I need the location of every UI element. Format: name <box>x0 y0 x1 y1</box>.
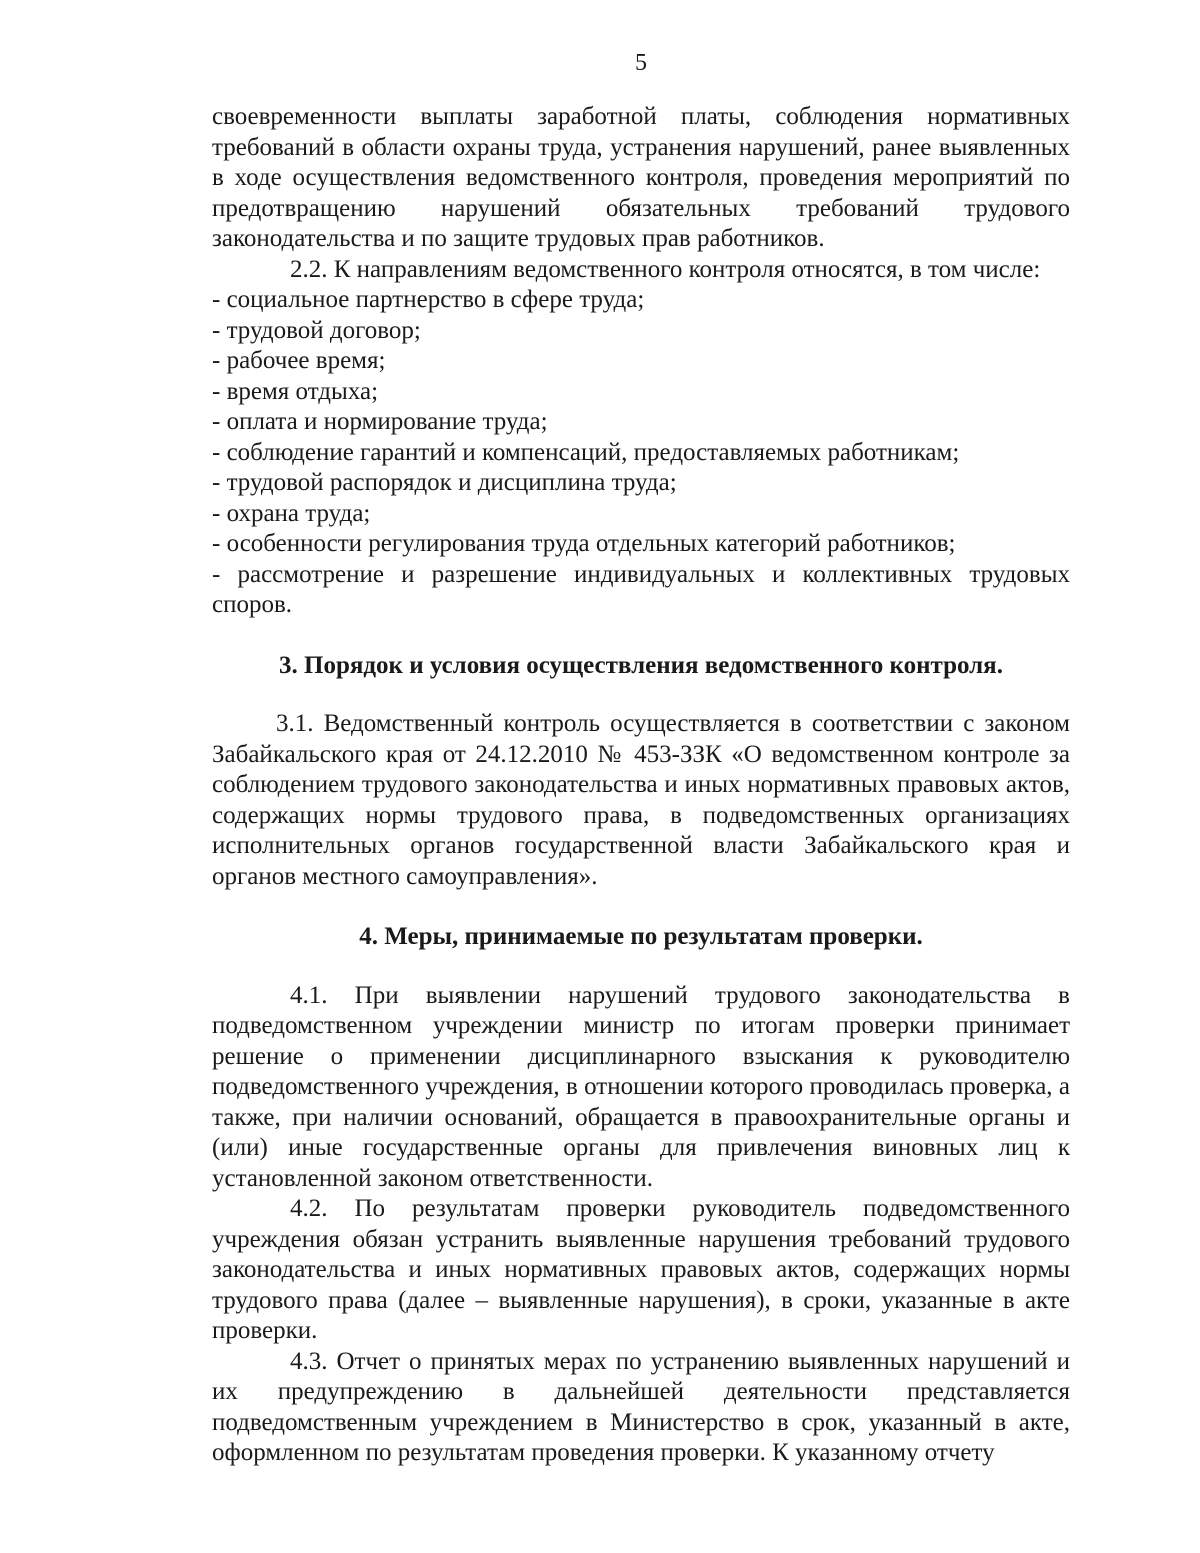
list-item: - соблюдение гарантий и компенсаций, предоставляемых работникам; <box>212 438 960 466</box>
intro-paragraph: своевременности выплаты заработной платы, соблюдения нормативных требований в области охраны труда, устранения нарушений, ранее выявленных в ходе осуществления ведомственного контроля, проведения мероприятий по предотвращению нарушений обязательных требований трудового законодательства и по защите трудовых прав работников. <box>212 103 1070 252</box>
section-3-heading: 3. Порядок и условия осуществления ведомственного контроля. <box>279 651 1003 679</box>
list-item: - охрана труда; <box>212 499 371 527</box>
list-item: - трудовой договор; <box>212 316 421 344</box>
paragraph-3-1: 3.1. Ведомственный контроль осуществляется в соответствии с законом Забайкальского края от 24.12.2010 № 453-ЗЗК «О ведомственном контроле за соблюдением трудового законодательства и иных нормативных правовых актов, содержащих нормы трудового права, в подведомственных организациях исполнительных органов государственной власти Забайкальского края и органов местного самоуправления». <box>212 710 1070 890</box>
paragraph-4-3: 4.3. Отчет о принятых мерах по устранению выявленных нарушений и их предупреждению в дальнейшей деятельности представляется подведомственным учреждением в Министерство в срок, указанный в акте, оформленном по результатам проведения проверки. К указанному отчету <box>212 1347 1070 1466</box>
paragraph-2-2: 2.2. К направлениям ведомственного контроля относятся, в том числе: <box>290 255 1041 283</box>
list-item: - время отдыха; <box>212 377 379 405</box>
list-item: - рассмотрение и разрешение индивидуальных и коллективных трудовых споров. <box>212 560 1070 618</box>
list-item: - особенности регулирования труда отдельных категорий работников; <box>212 530 956 557</box>
list-item: - социальное партнерство в сфере труда; <box>212 286 645 313</box>
paragraph-4-2: 4.2. По результатам проверки руководитель подведомственного учреждения обязан устранить выявленные нарушения требований трудового законодательства и иных нормативных правовых актов, содержащих нормы трудового права (далее – выявленные нарушения), в сроки, указанные в акте проверки. <box>212 1195 1070 1344</box>
paragraph-4-1: 4.1. При выявлении нарушений трудового законодательства в подведомственном учреждении министр по итогам проверки принимает решение о применении дисциплинарного взыскания к руководителю подведомственного учреждения, в отношении которого проводилась проверка, а также, при наличии оснований, обращается в правоохранительные органы и (или) иные государственные органы для привлечения виновных лиц к установленной законом ответственности. <box>212 981 1070 1192</box>
control-directions-list <box>212 285 1070 621</box>
document-body <box>212 102 1070 1469</box>
list-item: - оплата и нормирование труда; <box>212 408 548 435</box>
page-number: 5 <box>635 50 647 76</box>
list-item: - трудовой распорядок и дисциплина труда; <box>212 469 677 496</box>
section-4-heading: 4. Меры, принимаемые по результатам проверки. <box>359 923 923 950</box>
list-item: - рабочее время; <box>212 347 386 374</box>
